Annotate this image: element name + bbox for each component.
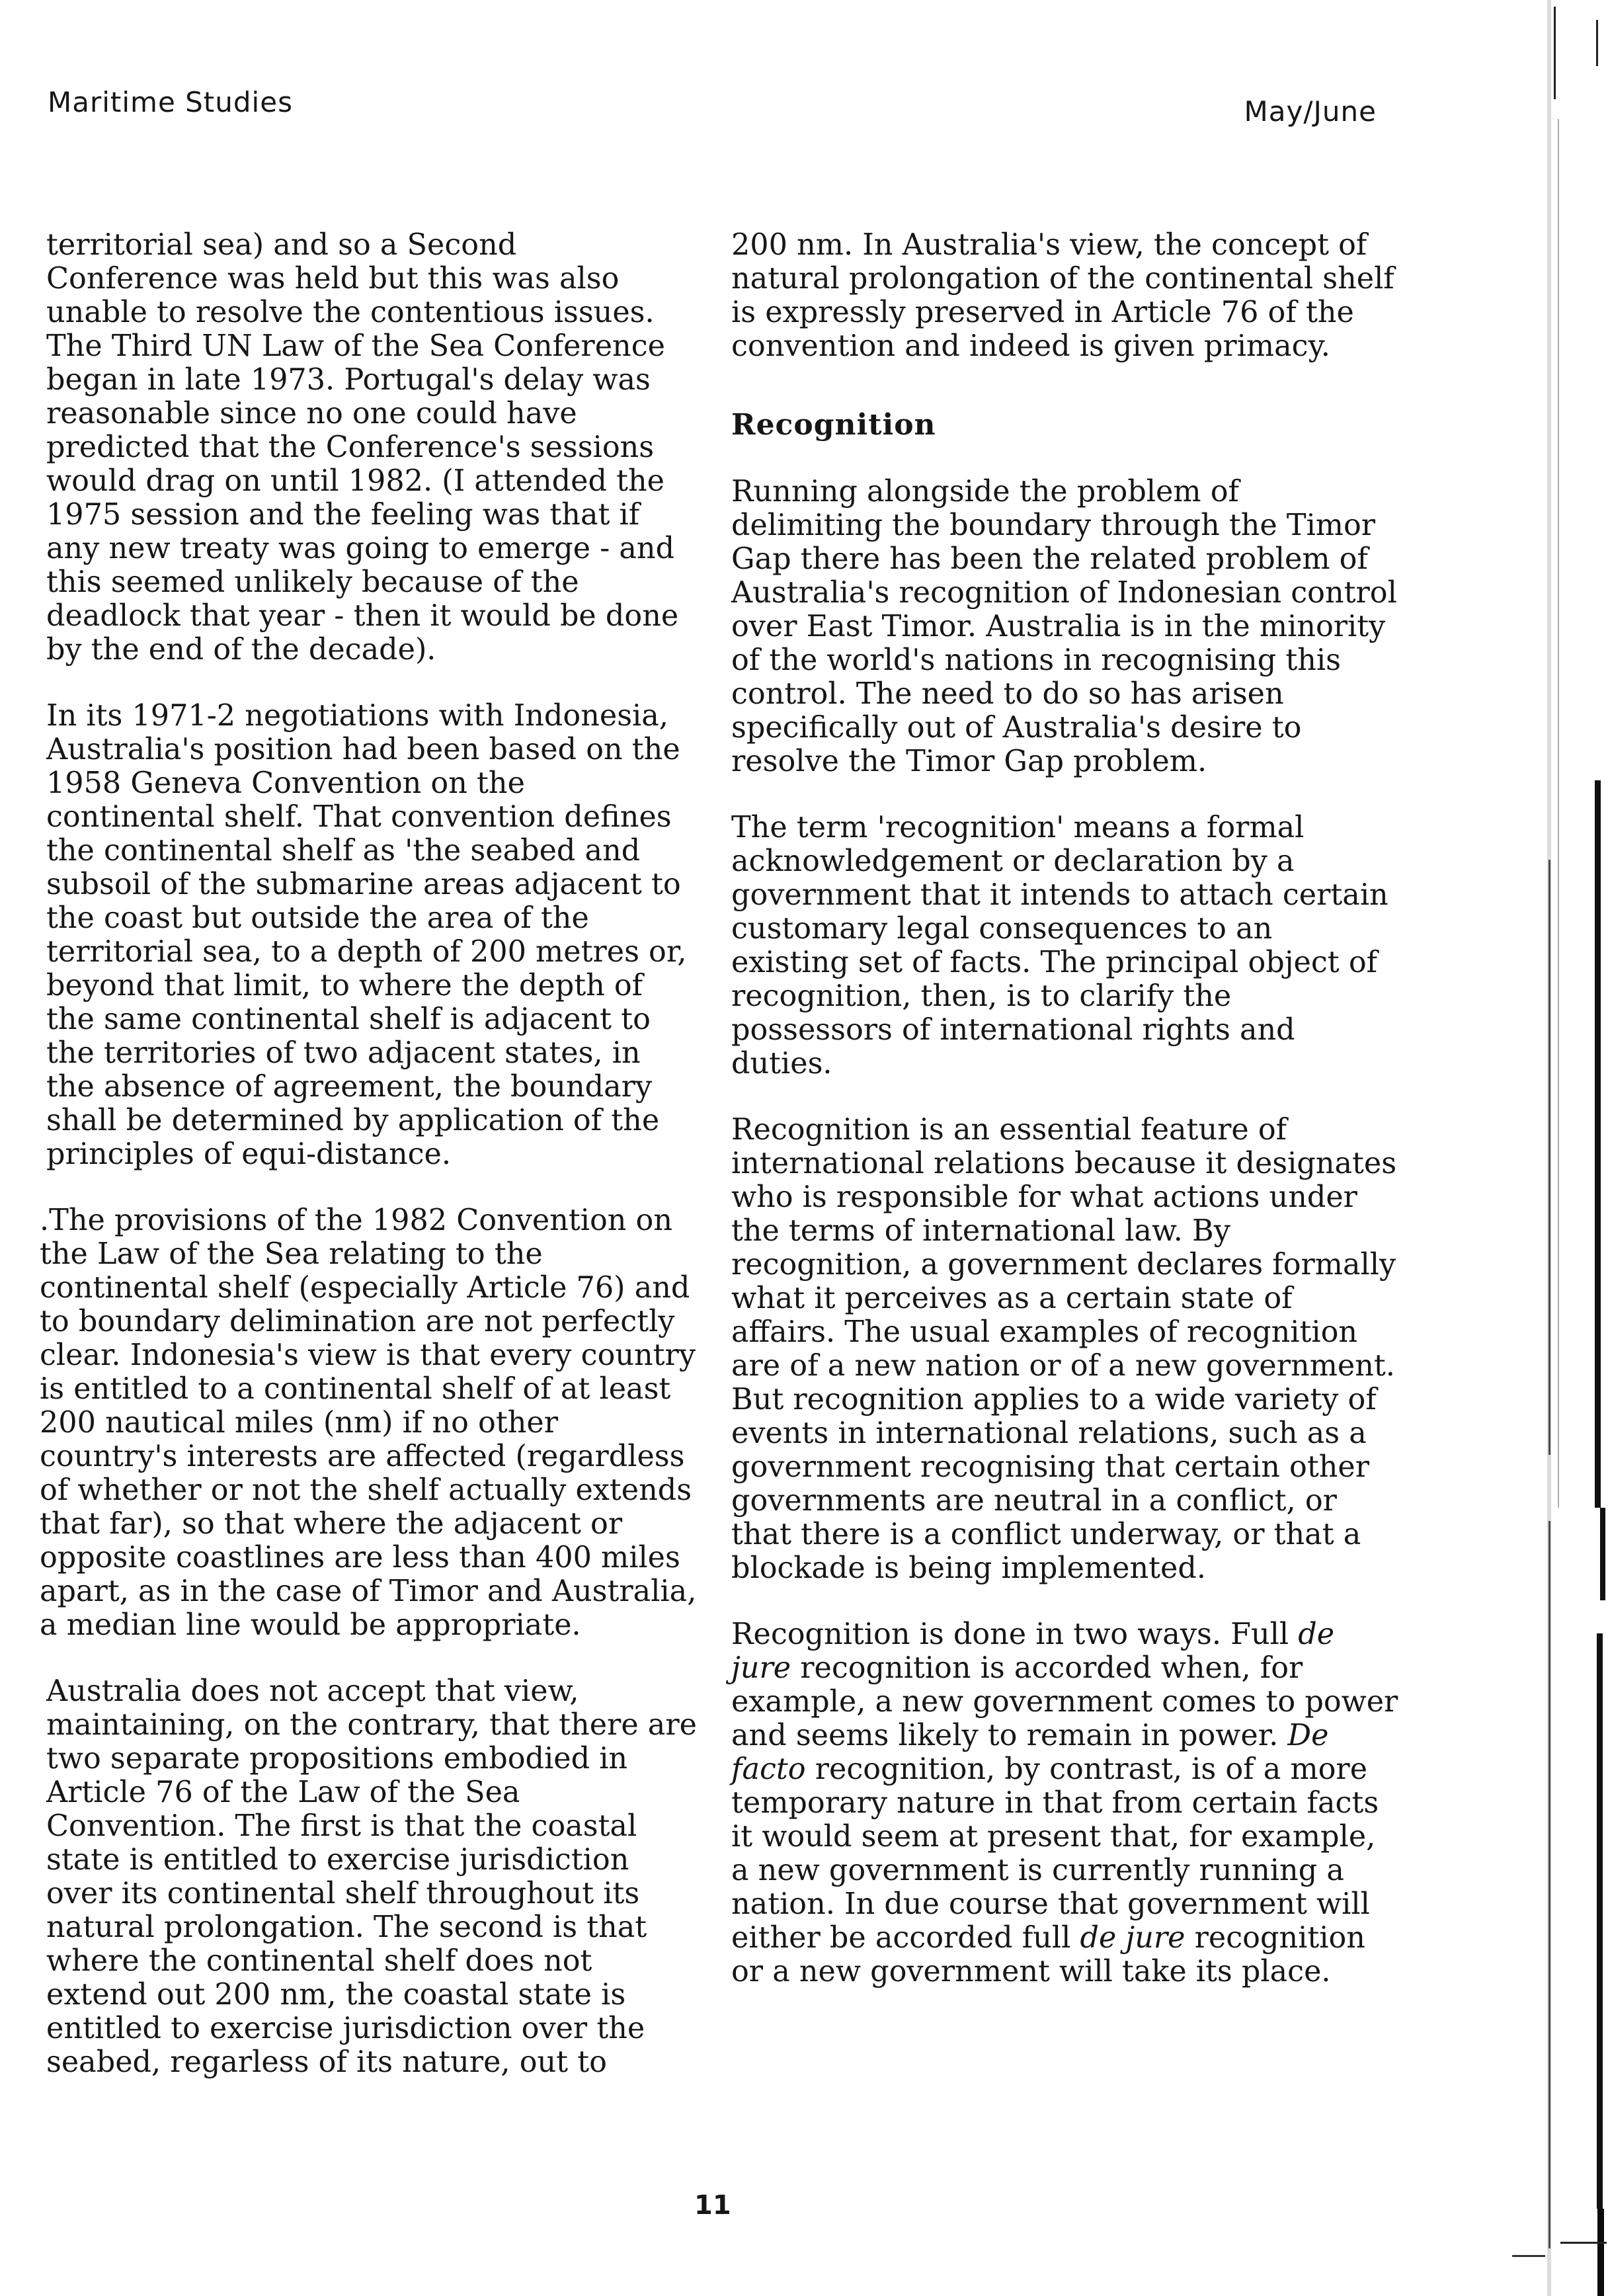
scan-binding-edge [1396, 0, 1608, 2296]
running-header-issue: May/June [1244, 95, 1377, 128]
paragraph: territorial sea) and so a Second Conference was held but this was also unable to resolve the contentious issues. The Third UN Law of the Sea Conference began in late 1973. Portugal's delay was reasonable since no one could have predicted that the Conference's sessions would drag on until 1982. (I attended the 1975 session and the feeling was that if any new treaty was going to emerge - and this seemed unlikely because of the deadlock that year - then it would be done by the end of the decade). [46, 228, 679, 667]
page-number: 11 [694, 2190, 731, 2221]
text-run: recognition or a new government will take its place. [731, 1921, 1365, 1988]
italic-term: de jure [1080, 1921, 1186, 1955]
paragraph [731, 1618, 1399, 1988]
paragraph: Recognition is an essential feature of international relations because it designates who is responsible for what actions under the terms of international law. By recognition, a government declares formally what it perceives as a certain state of affairs. The usual examples of recognition are of a new nation or of a new government. But recognition applies to a wide variety of events in international relations, such as a government recognising that certain other governments are neutral in a conflict, or that there is a conflict underway, or that a blockade is being implemented. [731, 1113, 1397, 1585]
left-column [40, 228, 698, 2112]
italic-term: de jure [731, 1618, 1335, 1685]
text-run: Recognition is done in two ways. Full [731, 1618, 1299, 1651]
text-run: recognition is accorded when, for example, a new government comes to power and seems likely to remain in power. [731, 1651, 1398, 1752]
running-header-journal: Maritime Studies [48, 86, 293, 118]
paragraph: 200 nm. In Australia's view, the concept of natural prolongation of the continental shelf is expressly preserved in Article 76 of the convention and indeed is given primacy. [731, 228, 1394, 363]
italic-term: De facto [731, 1719, 1329, 1786]
paragraph: Running alongside the problem of delimiting the boundary through the Timor Gap there has been the related problem of Australia's recognition of Indonesian control over East Timor. Australia is in the minority of the world's nations in recognising this control. The need to do so has arisen specifically out of Australia's desire to resolve the Timor Gap problem. [731, 475, 1397, 778]
paragraph: The term 'recognition' means a formal acknowledgement or declaration by a government that it intends to attach certain customary legal consequences to an existing set of facts. The principal object of recognition, then, is to clarify the possessors of international rights and duties. [731, 811, 1388, 1081]
section-heading: Recognition [731, 408, 936, 442]
paragraph: In its 1971-2 negotiations with Indonesia, Australia's position had been based on the 1958 Geneva Convention on the continental shelf. That convention defines the continental shelf as 'the seabed and subsoil of the submarine areas adjacent to the coast but outside the area of the territorial sea, to a depth of 200 metres or, beyond that limit, to where the depth of the same continental shelf is adjacent to the territories of two adjacent states, in the absence of agreement, the boundary shall be determined by application of the principles of equi-distance. [46, 699, 687, 1171]
right-column [731, 228, 1399, 2021]
paragraph: Australia does not accept that view, maintaining, on the contrary, that there are two separate propositions embodied in Article 76 of the Law of the Sea Convention. The first is that the coastal state is entitled to exercise jurisdiction over its continental shelf throughout its natural prolongation. The second is that where the continental shelf does not extend out 200 nm, the coastal state is entitled to exercise jurisdiction over the seabed, regarless of its nature, out to [46, 1674, 697, 2079]
text-run: recognition, by contrast, is of a more temporary nature in that from certain facts it would seem at present that, for example, a new government is currently running a nation. In due course that government will either be accorded full [731, 1752, 1379, 1955]
paragraph: .The provisions of the 1982 Convention on the Law of the Sea relating to the continental shelf (especially Article 76) and to boundary delimination are not perfectly clear. Indonesia's view is that every country is entitled to a continental shelf of at least 200 nautical miles (nm) if no other country's interests are affected (regardless of whether or not the shelf actually extends that far), so that where the adjacent or opposite coastlines are less than 400 miles apart, as in the case of Timor and Australia, a median line would be appropriate. [40, 1204, 697, 1642]
